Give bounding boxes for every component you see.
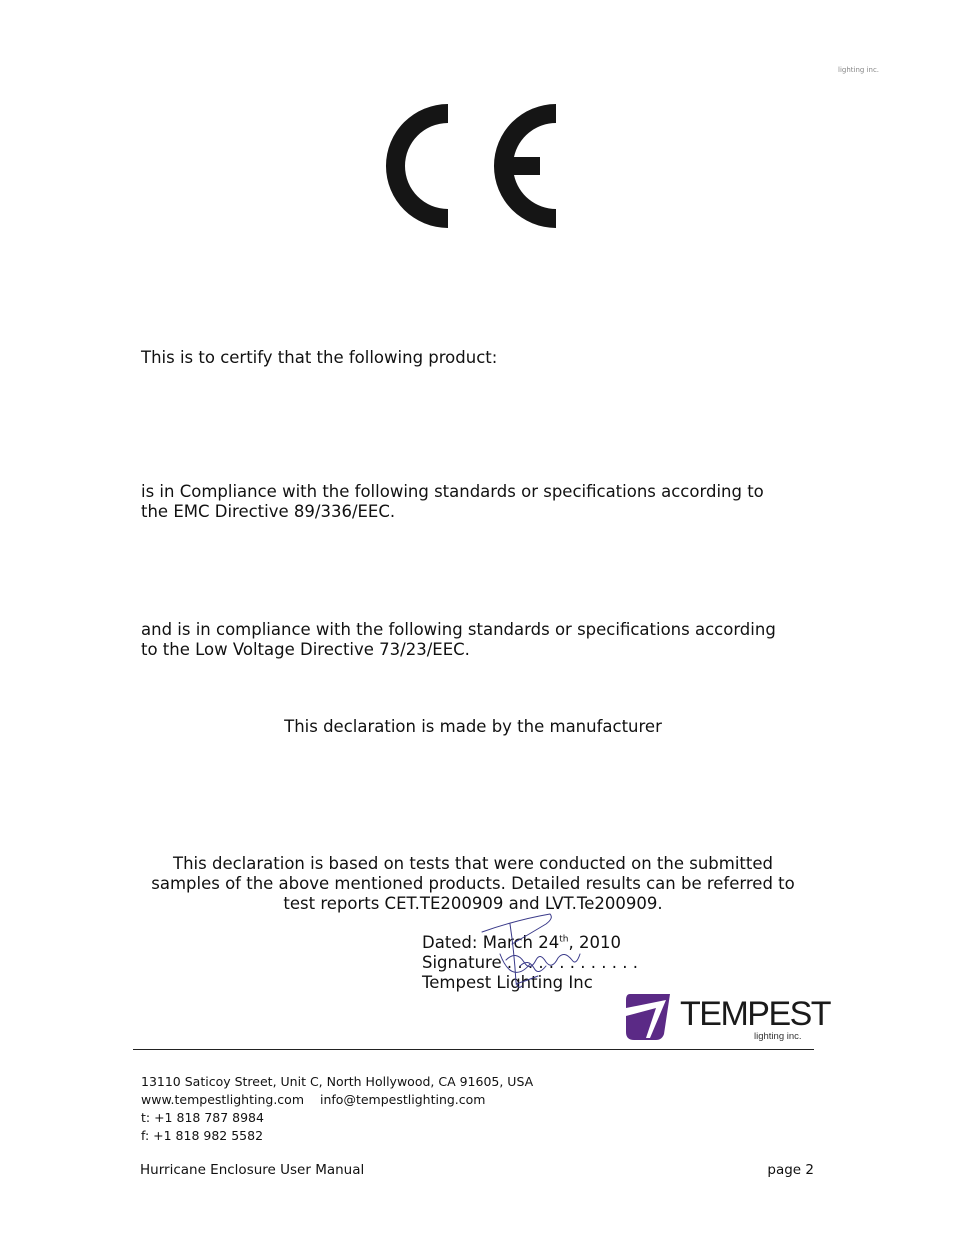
- corner-mark: lighting inc.: [838, 66, 880, 74]
- ce-mark-icon: [380, 98, 570, 234]
- logo-wordmark: TEMPEST: [680, 995, 831, 1033]
- manual-title: Hurricane Enclosure User Manual: [140, 1162, 365, 1178]
- tempest-logo: [624, 994, 831, 1044]
- contact-phone: t: +1 818 787 8984: [141, 1110, 264, 1125]
- contact-fax: f: +1 818 982 5582: [141, 1128, 264, 1143]
- handwritten-signature: [476, 910, 586, 995]
- lvd-line-2: to the Low Voltage Directive 73/23/EEC.: [141, 640, 470, 659]
- tempest-logo-icon: [624, 994, 670, 1040]
- company-name: Tempest Lighting Inc: [422, 973, 593, 992]
- certify-intro: This is to certify that the following product:: [141, 348, 498, 367]
- declaration-statement: This declaration is made by the manufacturer: [284, 717, 662, 736]
- dated-ordinal: th: [559, 934, 569, 945]
- emc-line-1: is in Compliance with the following standards or specifications according to: [141, 482, 764, 501]
- tests-line-3: test reports CET.TE200909 and LVT.Te200909.: [283, 894, 663, 913]
- dated-prefix: Dated: March 24: [422, 933, 560, 952]
- tests-line-1: This declaration is based on tests that were conducted on the submitted: [173, 854, 773, 873]
- contact-web-line: [141, 1091, 485, 1109]
- contact-address: 13110 Saticoy Street, Unit C, North Hollywood, CA 91605, USA: [141, 1074, 534, 1089]
- page-number: page 2: [767, 1162, 814, 1178]
- emc-line-2: the EMC Directive 89/336/EEC.: [141, 502, 396, 521]
- signature-line: Signature . . . . . . . . . . . . .: [422, 953, 638, 972]
- lvd-line-1: and is in compliance with the following standards or specifications according: [141, 620, 776, 639]
- footer-divider: [133, 1049, 814, 1050]
- logo-tagline: lighting inc.: [754, 1031, 802, 1042]
- contact-website[interactable]: www.tempestlighting.com: [141, 1092, 305, 1107]
- tests-line-2: samples of the above mentioned products. Detailed results can be referred to: [151, 874, 795, 893]
- contact-email[interactable]: info@tempestlighting.com: [320, 1092, 486, 1107]
- dated-year: , 2010: [568, 933, 621, 952]
